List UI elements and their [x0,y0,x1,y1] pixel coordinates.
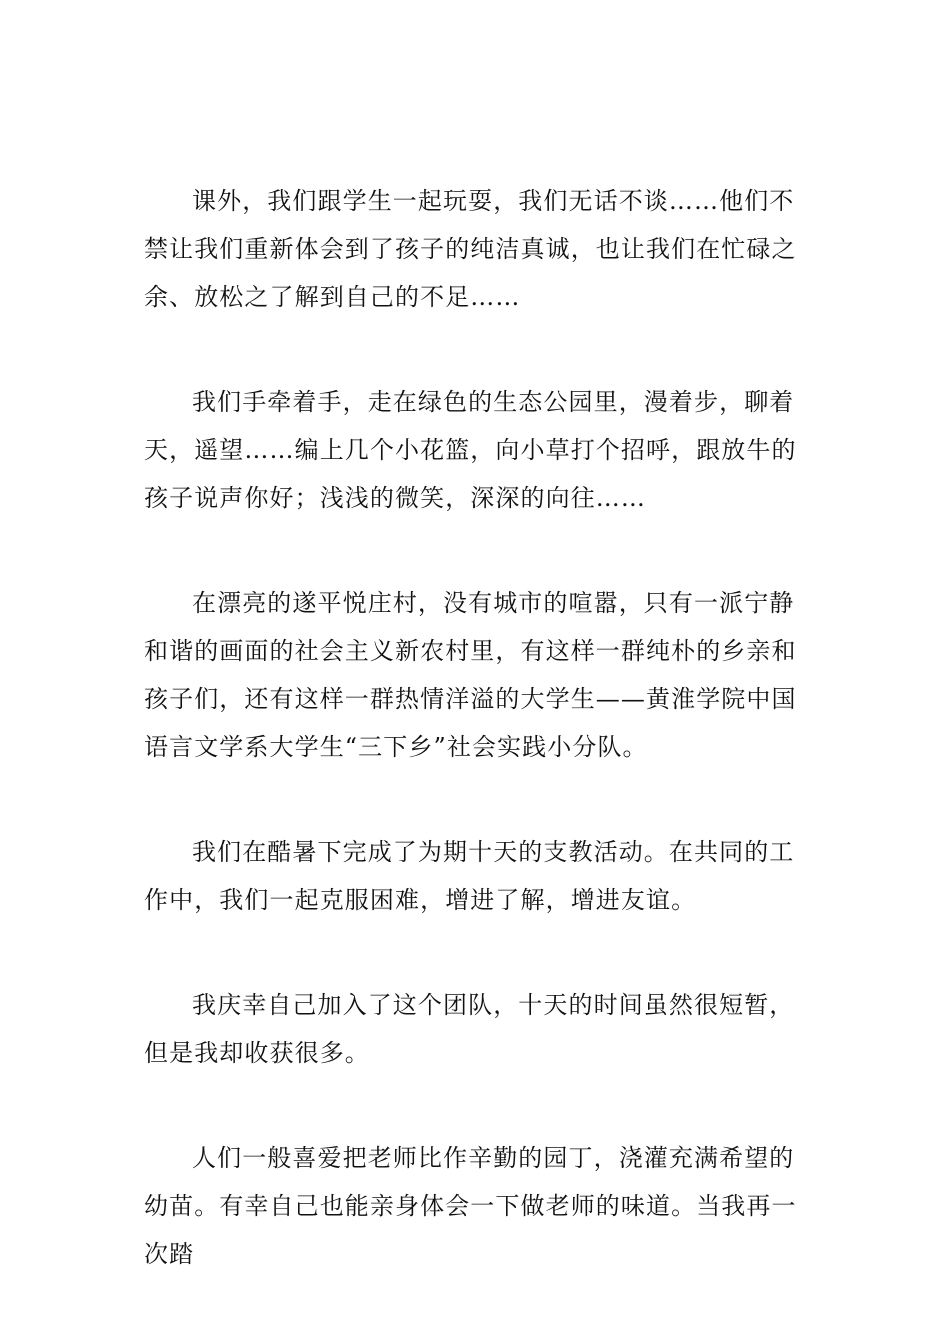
paragraph-6: 人们一般喜爱把老师比作辛勤的园丁，浇灌充满希望的幼苗。有幸自己也能亲身体会一下做老师的味道。当我再一次踏 [144,1144,797,1268]
paragraph-2: 我们手牵着手，走在绿色的生态公园里，漫着步，聊着天，遥望……编上几个小花篮，向小草打个招呼，跟放牛的孩子说声你好；浅浅的微笑，深深的向往…… [144,388,797,512]
paragraph-4: 我们在酷暑下完成了为期十天的支教活动。在共同的工作中，我们一起克服困难，增进了解，增进友谊。 [144,838,795,914]
paragraph-3: 在漂亮的遂平悦庄村，没有城市的喧嚣，只有一派宁静和谐的画面的社会主义新农村里，有这样一群纯朴的乡亲和孩子们，还有这样一群热情洋溢的大学生——黄淮学院中国语言文学系大学生“三下乡”社会实践小分队。 [144,589,797,761]
paragraph-5: 我庆幸自己加入了这个团队，十天的时间虽然很短暂，但是我却收获很多。 [144,991,795,1067]
paragraph-1: 课外，我们跟学生一起玩耍，我们无话不谈……他们不禁让我们重新体会到了孩子的纯洁真诚，也让我们在忙碌之余、放松之了解到自己的不足…… [144,187,797,311]
document-body [144,177,806,1278]
